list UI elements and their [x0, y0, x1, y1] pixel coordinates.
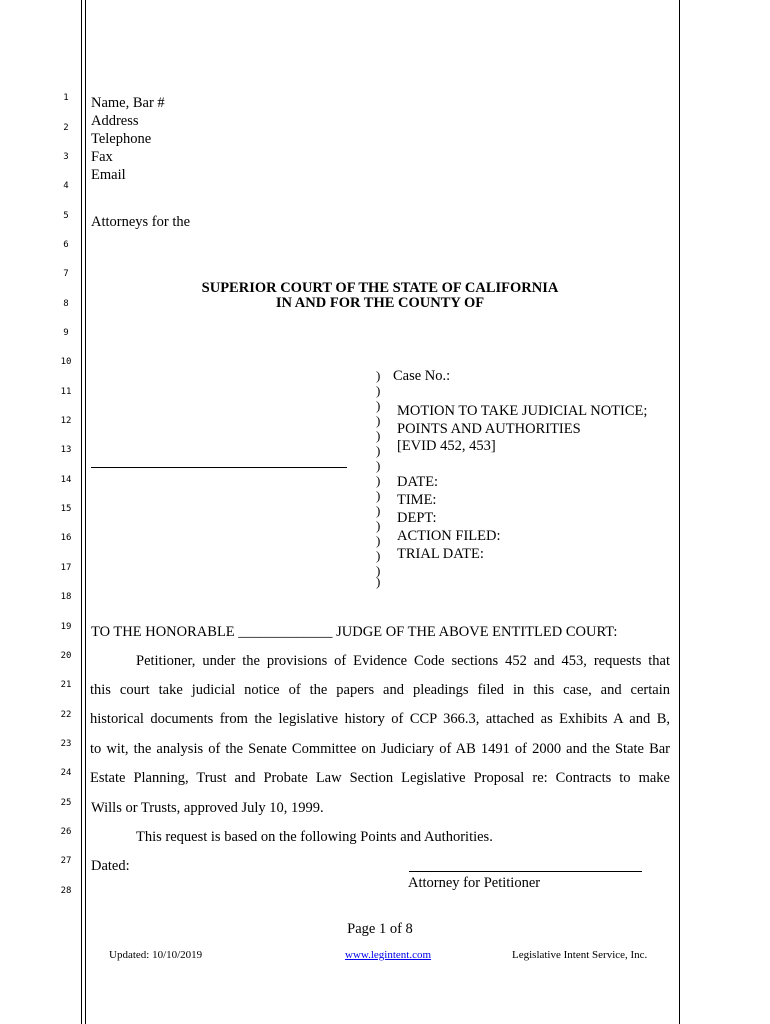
document-title-line1: MOTION TO TAKE JUDICIAL NOTICE;: [397, 403, 648, 419]
trial-date-label: TRIAL DATE:: [397, 546, 484, 562]
line-number: 17: [60, 563, 72, 573]
website-link[interactable]: www.legintent.com: [345, 949, 432, 961]
left-margin-rule-outer: [81, 0, 82, 1024]
caption-paren: ): [376, 413, 381, 428]
caption-paren: ): [376, 428, 381, 443]
line-number: 19: [60, 622, 72, 632]
company-name: Legislative Intent Service, Inc.: [512, 949, 648, 961]
line-number: 1: [63, 93, 69, 103]
attorney-fax: Fax: [91, 149, 113, 165]
caption-paren: ): [376, 398, 381, 413]
paragraph-line: Estate Planning, Trust and Probate Law Section Legislative Proposal re: Contracts to make: [90, 770, 670, 786]
line-number: 12: [60, 416, 72, 426]
basis-paragraph: This request is based on the following Points and Authorities.: [136, 829, 493, 845]
attorney-address: Address: [91, 113, 139, 129]
paragraph-line: this court take judicial notice of the papers and pleadings filed in this case, and certain: [90, 682, 670, 698]
line-number: 21: [60, 680, 72, 690]
caption-paren: ): [376, 548, 381, 563]
document-title-line2: POINTS AND AUTHORITIES: [397, 421, 581, 437]
dated-label: Dated:: [91, 858, 130, 874]
caption-paren: ): [376, 503, 381, 518]
court-county: IN AND FOR THE COUNTY OF: [275, 295, 485, 311]
attorneys-for: Attorneys for the: [91, 214, 191, 230]
caption-paren: ): [376, 563, 381, 578]
caption-paren: ): [376, 518, 381, 533]
caption-paren: ): [376, 383, 381, 398]
paragraph-line: Petitioner, under the provisions of Evidence Code sections 452 and 453, requests that: [136, 653, 670, 669]
line-number: 5: [63, 211, 69, 221]
line-number: 28: [60, 886, 72, 896]
caption-paren: ): [376, 488, 381, 503]
line-number: 18: [60, 592, 72, 602]
line-number: 16: [60, 533, 72, 543]
page-number: Page 1 of 8: [347, 921, 413, 937]
line-number: 15: [60, 504, 72, 514]
updated-date: Updated: 10/10/2019: [109, 949, 203, 961]
line-number: 27: [60, 856, 72, 866]
line-number: 3: [63, 152, 69, 162]
caption-paren: ): [376, 574, 381, 589]
attorney-email: Email: [91, 167, 126, 183]
court-name: SUPERIOR COURT OF THE STATE OF CALIFORNIA: [201, 280, 559, 296]
department-label: DEPT:: [397, 510, 437, 526]
paragraph-line: historical documents from the legislative history of CCP 366.3, attached as Exhibits A and B,: [90, 711, 670, 727]
signature-label: Attorney for Petitioner: [408, 875, 541, 891]
document-title-line3: [EVID 452, 453]: [397, 438, 496, 454]
caption-paren: ): [376, 368, 381, 383]
line-number: 26: [60, 827, 72, 837]
line-number: 23: [60, 739, 72, 749]
caption-paren: ): [376, 533, 381, 548]
hearing-date-label: DATE:: [397, 474, 439, 490]
salutation: TO THE HONORABLE _____________ JUDGE OF THE ABOVE ENTITLED COURT:: [91, 624, 618, 640]
caption-paren: ): [376, 473, 381, 488]
attorney-telephone: Telephone: [91, 131, 152, 147]
line-number: 14: [60, 475, 72, 485]
line-number: 2: [63, 123, 69, 133]
line-number: 7: [63, 269, 69, 279]
signature-line: [409, 871, 642, 872]
line-number: 10: [60, 357, 72, 367]
caption-paren: ): [376, 443, 381, 458]
caption-paren: ): [376, 458, 381, 473]
line-number: 4: [63, 181, 69, 191]
line-number: 9: [63, 328, 69, 338]
hearing-time-label: TIME:: [397, 492, 437, 508]
right-margin-rule: [679, 0, 680, 1024]
action-filed-label: ACTION FILED:: [397, 528, 501, 544]
paragraph-line: to wit, the analysis of the Senate Committee on Judiciary of AB 1491 of 2000 and the State Bar: [90, 741, 670, 757]
case-number-label: Case No.:: [393, 368, 451, 384]
line-number: 6: [63, 240, 69, 250]
party-name-line: [91, 467, 347, 468]
left-margin-rule-inner: [85, 0, 86, 1024]
line-number: 25: [60, 798, 72, 808]
paragraph-line: Wills or Trusts, approved July 10, 1999.: [91, 800, 324, 816]
line-number: 13: [60, 445, 72, 455]
line-number: 20: [60, 651, 72, 661]
attorney-name: Name, Bar #: [91, 95, 165, 111]
line-number: 11: [60, 387, 72, 397]
line-number: 8: [63, 299, 69, 309]
line-number: 22: [60, 710, 72, 720]
line-number: 24: [60, 768, 72, 778]
